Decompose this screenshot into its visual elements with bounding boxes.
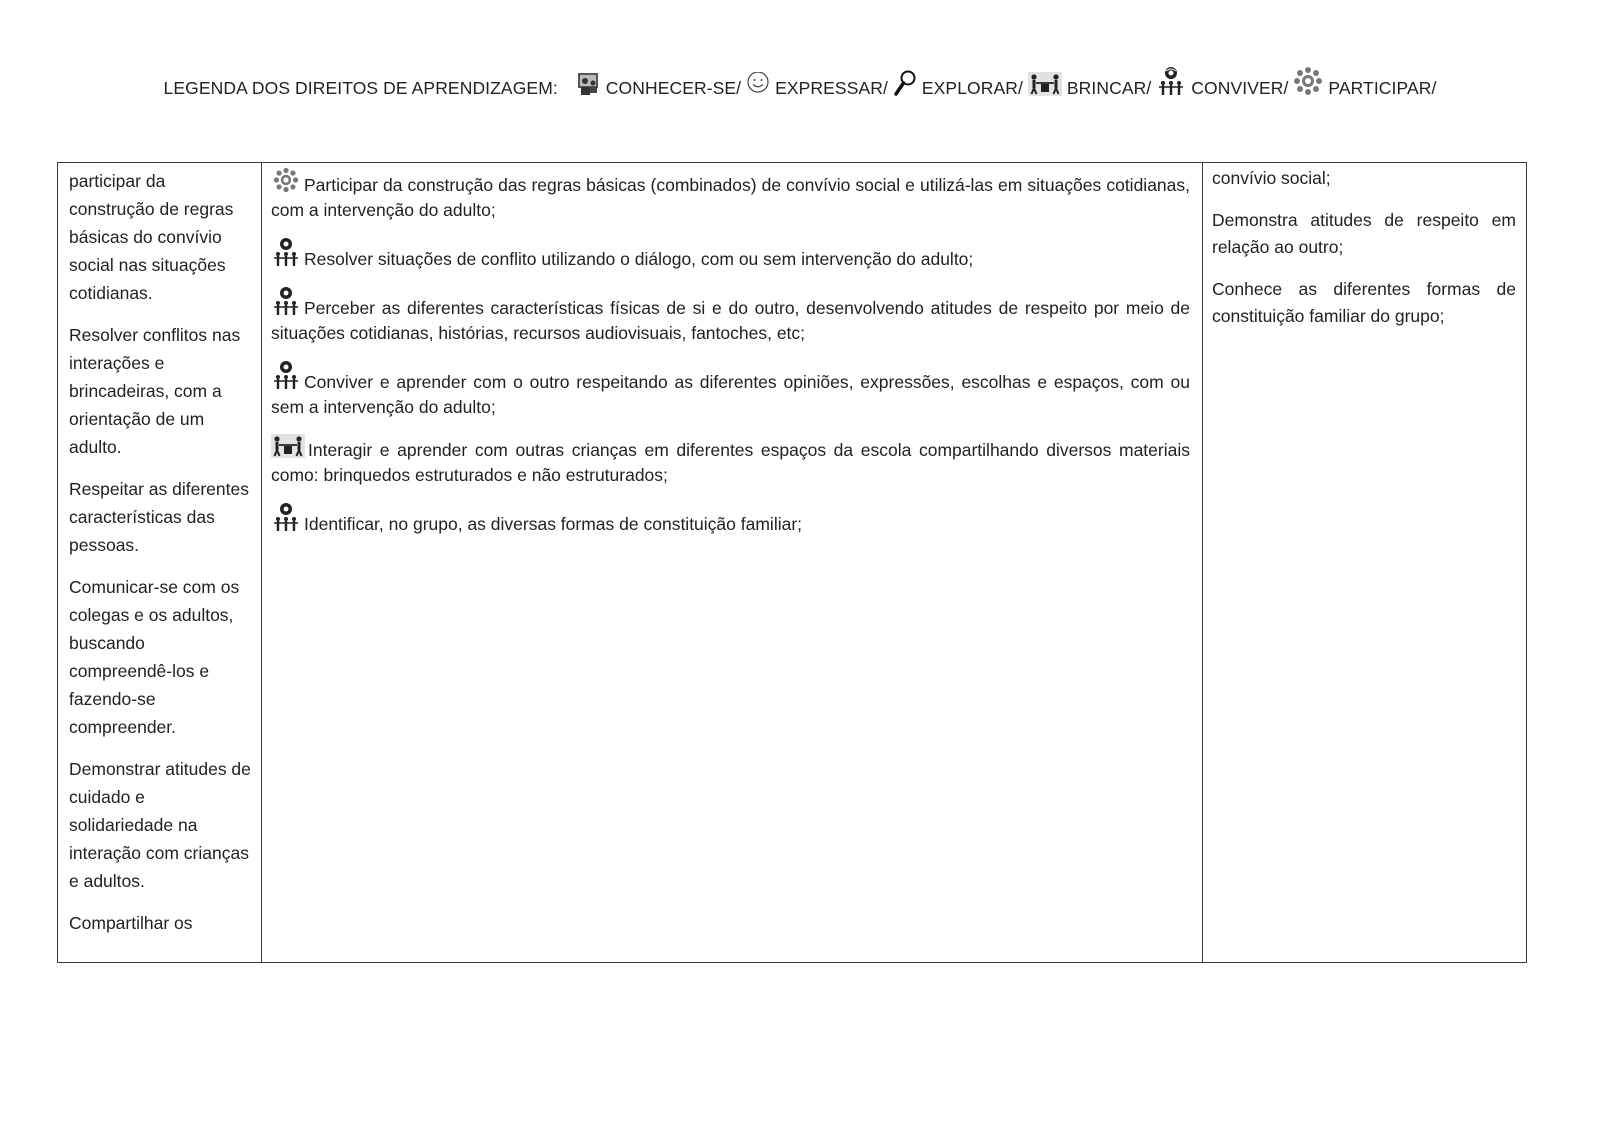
- activity-text: Resolver situações de conflito utilizando o diálogo, com ou sem intervenção do adulto;: [304, 249, 974, 269]
- activities-cell: [262, 163, 1203, 963]
- conhecer-se-icon: [575, 72, 601, 96]
- legend-item-explorar: [893, 70, 1023, 99]
- conviver-icon: [271, 286, 301, 316]
- evaluation-cell: [1203, 163, 1527, 963]
- conviver-icon: [271, 502, 301, 532]
- table-row: [58, 163, 1527, 963]
- conviver-icon: [271, 360, 301, 390]
- legend-item-expressar: [746, 72, 888, 99]
- activity-text: Interagir e aprender com outras crianças em diferentes espaços da escola compartilhando diversos materiais como: brinquedos estruturados e não estruturados;: [271, 440, 1190, 485]
- activity-item: [271, 286, 1190, 346]
- legend-header: [0, 66, 1600, 99]
- conviver-icon: [1156, 66, 1186, 96]
- legend-label-participar: PARTICIPAR/: [1328, 78, 1437, 98]
- objective-item: Resolver conflitos nas interações e brincadeiras, com a orientação de um adulto.: [69, 325, 241, 457]
- legend-label-brincar: BRINCAR/: [1066, 78, 1152, 98]
- activity-text: Conviver e aprender com o outro respeitando as diferentes opiniões, expressões, escolhas e espaços, com ou sem a intervenção do adulto;: [271, 372, 1190, 417]
- activity-item: [271, 167, 1190, 223]
- objectives-list: [58, 163, 261, 937]
- evaluation-item: Demonstra atitudes de respeito em relação ao outro;: [1212, 210, 1516, 257]
- curriculum-table: [57, 162, 1527, 963]
- evaluation-item: convívio social;: [1212, 168, 1331, 188]
- smiley-icon: [746, 72, 770, 96]
- evaluation-item: Conhece as diferentes formas de constituição familiar do grupo;: [1212, 279, 1516, 326]
- participar-icon: [271, 167, 301, 193]
- activity-item: [271, 434, 1190, 488]
- objective-item: Demonstrar atitudes de cuidado e solidariedade na interação com crianças e adultos.: [69, 759, 251, 891]
- activity-text: Perceber as diferentes características físicas de si e do outro, desenvolvendo atitudes de respeito por meio de situações cotidianas, histórias, recursos audiovisuais, fantoches, etc;: [271, 298, 1190, 343]
- legend-label-expressar: EXPRESSAR/: [775, 78, 888, 98]
- activity-item: [271, 360, 1190, 420]
- activity-item: [271, 502, 1190, 537]
- legend-item-participar: [1293, 66, 1436, 99]
- participar-icon: [1293, 66, 1323, 96]
- objective-item: Comunicar-se com os colegas e os adultos, buscando compreendê-los e fazendo-se compreender.: [69, 577, 240, 737]
- legend-label-conviver: CONVIVER/: [1191, 78, 1289, 98]
- legend-item-conviver: [1156, 66, 1288, 99]
- brincar-icon: [271, 434, 305, 458]
- legend-label-explorar: EXPLORAR/: [921, 78, 1023, 98]
- objective-item: participar da construção de regras básicas do convívio social nas situações cotidianas.: [69, 171, 234, 303]
- activities-list: [262, 163, 1202, 537]
- objective-item: Respeitar as diferentes características das pessoas.: [69, 479, 249, 555]
- legend-label-conhecer-se: CONHECER-SE/: [605, 78, 742, 98]
- objectives-cell: [58, 163, 262, 963]
- activity-text: Participar da construção das regras básicas (combinados) de convívio social e utilizá-las em situações cotidianas, com a intervenção do adulto;: [271, 175, 1190, 220]
- magnifier-icon: [893, 70, 917, 96]
- legend-title: LEGENDA DOS DIREITOS DE APRENDIZAGEM:: [163, 78, 558, 98]
- conviver-icon: [271, 237, 301, 267]
- brincar-icon: [1028, 72, 1062, 96]
- evaluation-list: [1203, 163, 1526, 330]
- legend-item-conhecer-se: [575, 72, 741, 99]
- activity-item: [271, 237, 1190, 272]
- legend-item-brincar: [1028, 72, 1151, 99]
- activity-text: Identificar, no grupo, as diversas formas de constituição familiar;: [304, 514, 803, 534]
- objective-item: Compartilhar os: [69, 913, 193, 933]
